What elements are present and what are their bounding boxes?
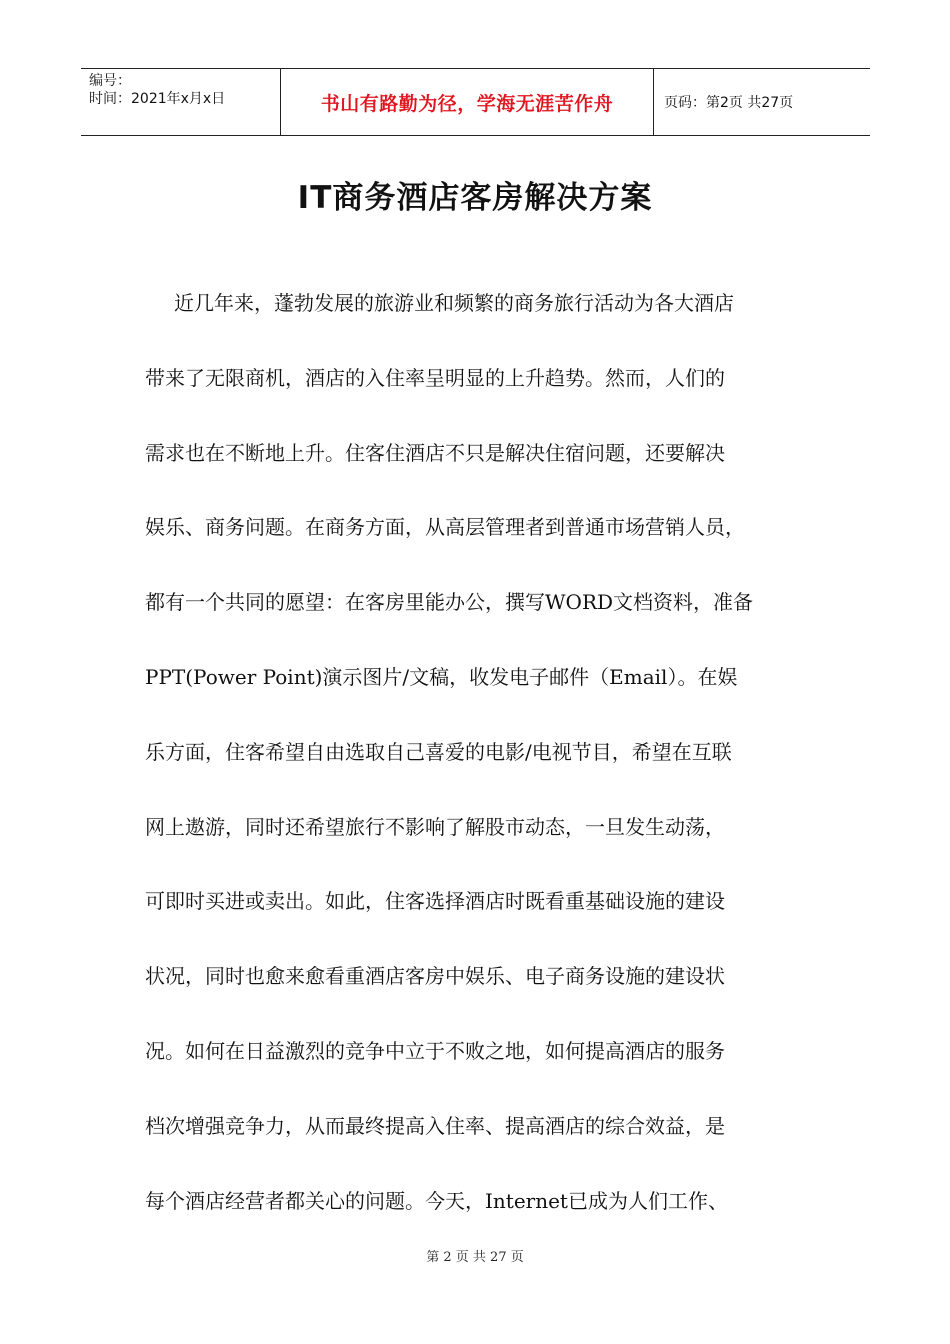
body-line: 需求也在不断地上升。住客住酒店不只是解决住宿问题，还要解决 <box>145 440 725 465</box>
body-line: 可即时买进或卖出。如此，住客选择酒店时既看重基础设施的建设 <box>145 889 725 914</box>
body-line: 况。如何在日益激烈的竞争中立于不败之地，如何提高酒店的服务 <box>145 1038 725 1063</box>
body-line: 网上遨游，同时还希望旅行不影响了解股市动态，一旦发生动荡， <box>145 814 725 839</box>
body-line: 乐方面，住客希望自由选取自己喜爱的电影/电视节目，希望在互联 <box>145 739 732 764</box>
body-line: 近几年来，蓬勃发展的旅游业和频繁的商务旅行活动为各大酒店 <box>174 291 734 315</box>
header-table <box>81 68 870 136</box>
body-line: 带来了无限商机，酒店的入住率呈明显的上升趋势。然而，人们的 <box>145 365 725 390</box>
header-meta-cell <box>81 69 281 135</box>
document-title: IT商务酒店客房解决方案 <box>297 180 653 216</box>
motto-text: 书山有路勤为径，学海无涯苦作舟 <box>320 92 614 115</box>
page-footer: 第 2 页 共 27 页 <box>426 1250 524 1265</box>
body-line: 档次增强竞争力，从而最终提高入住率、提高酒店的综合效益，是 <box>145 1113 725 1138</box>
page-info-text: 页码：第2页 共27页 <box>664 95 794 111</box>
body-line: 状况，同时也愈来愈看重酒店客房中娱乐、电子商务设施的建设状 <box>145 964 725 989</box>
body-text <box>145 266 805 1238</box>
body-line: 每个酒店经营者都关心的问题。今天，Internet已成为人们工作、 <box>145 1188 728 1213</box>
body-line: 娱乐、商务问题。在商务方面，从高层管理者到普通市场营销人员， <box>145 515 745 540</box>
document-number-label: 编号： <box>89 73 131 89</box>
body-line: PPT(Power Point)演示图片/文稿，收发电子邮件（Email）。在娱 <box>145 664 738 689</box>
header-page-cell <box>654 69 870 135</box>
header-motto-cell <box>281 69 654 135</box>
body-line: 都有一个共同的愿望：在客房里能办公，撰写WORD文档资料，准备 <box>145 590 754 615</box>
document-date-label: 时间：2021年x月x日 <box>89 91 226 107</box>
